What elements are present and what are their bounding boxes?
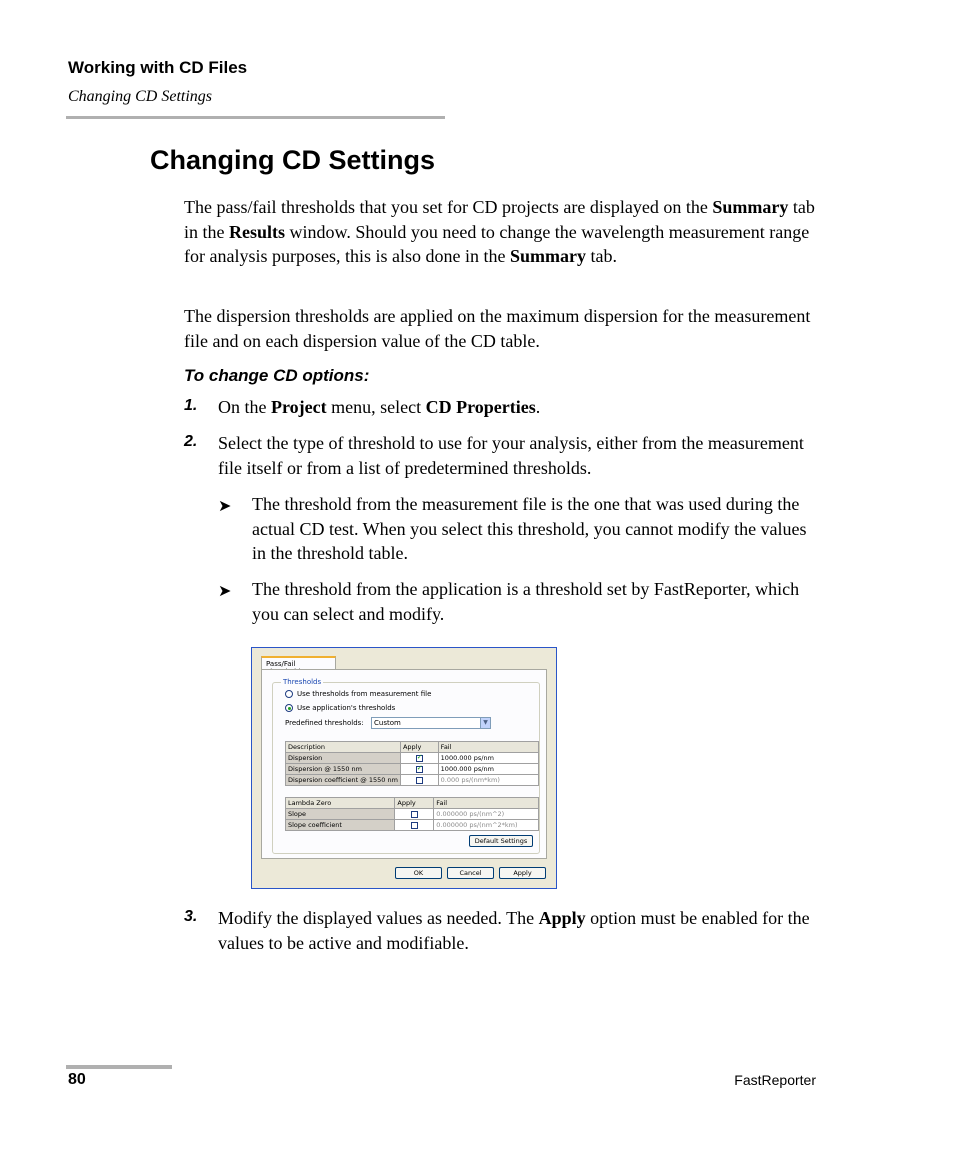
cancel-button[interactable]: Cancel <box>447 867 494 879</box>
step-1-number: 1. <box>184 397 198 414</box>
product-name: FastReporter <box>734 1072 816 1088</box>
column-header-apply: Apply <box>395 798 434 809</box>
column-header-fail: Fail <box>438 742 538 753</box>
row-description: Dispersion <box>286 753 401 764</box>
tab-pass-fail-thresholds[interactable]: Pass/Fail <box>261 656 336 670</box>
table-row <box>286 820 539 831</box>
predefined-thresholds-select[interactable] <box>371 717 491 729</box>
intro-paragraph-1: The pass/fail thresholds that you set for CD projects are displayed on the Summary tab in the Results window. Should you need to change the wavelength measurement range for analysis purposes, this is also done in the Summary tab. <box>184 197 815 267</box>
table-row <box>286 764 539 775</box>
predefined-thresholds-label: Predefined thresholds: <box>285 719 364 727</box>
chapter-title: Working with CD Files <box>68 58 248 77</box>
section-subtitle: Changing CD Settings <box>68 88 213 105</box>
apply-button[interactable]: Apply <box>499 867 546 879</box>
page-title: Changing CD Settings <box>150 145 435 175</box>
row-apply <box>395 809 434 820</box>
procedure-heading: To change CD options: <box>184 366 370 385</box>
table-header-row <box>286 798 539 809</box>
radio-measurement-thresholds[interactable] <box>285 690 431 698</box>
column-header-fail: Fail <box>434 798 539 809</box>
intro-paragraph-2: The dispersion thresholds are applied on the maximum dispersion for the measurement file and on each dispersion value of the CD table. <box>184 306 811 351</box>
row-apply <box>395 820 434 831</box>
table-row <box>286 775 539 786</box>
bullet-item-1: The threshold from the measurement file is the one that was used during the actual CD test. When you select this threshold, you cannot modify the values in the threshold table. <box>252 494 807 564</box>
thresholds-group <box>272 678 540 854</box>
table-header-row <box>286 742 539 753</box>
column-header-description: Description <box>286 742 401 753</box>
row-apply <box>400 753 438 764</box>
column-header-lambda-zero: Lambda Zero <box>286 798 395 809</box>
tab-panel <box>261 669 547 859</box>
default-settings-button[interactable]: Default Settings <box>469 835 533 847</box>
header-rule <box>66 116 445 119</box>
table-row <box>286 809 539 820</box>
row-description: Slope <box>286 809 395 820</box>
bullet-arrow-icon: ➤ <box>218 498 232 515</box>
row-apply <box>400 775 438 786</box>
radio-button-selected-icon[interactable] <box>285 704 293 712</box>
row-fail-value[interactable]: 1000.000 ps/nm <box>438 764 538 775</box>
row-fail-value: 0.000000 ps/(nm^2*km) <box>434 820 539 831</box>
table-row <box>286 753 539 764</box>
dispersion-threshold-table <box>285 741 539 786</box>
chevron-down-icon[interactable]: ▼ <box>480 718 490 728</box>
checkbox-icon[interactable] <box>411 822 418 829</box>
row-description: Dispersion coefficient @ 1550 nm <box>286 775 401 786</box>
row-fail-value[interactable]: 1000.000 ps/nm <box>438 753 538 764</box>
pass-fail-thresholds-dialog <box>251 647 557 889</box>
radio-button-icon[interactable] <box>285 690 293 698</box>
row-fail-value: 0.000 ps/(nm*km) <box>438 775 538 786</box>
row-fail-value: 0.000000 ps/(nm^2) <box>434 809 539 820</box>
radio-application-thresholds[interactable] <box>285 704 395 712</box>
column-header-apply: Apply <box>400 742 438 753</box>
ok-button[interactable]: OK <box>395 867 442 879</box>
row-description: Slope coefficient <box>286 820 395 831</box>
checkbox-checked-icon[interactable] <box>416 766 423 773</box>
row-apply <box>400 764 438 775</box>
footer-rule <box>66 1065 172 1069</box>
checkbox-checked-icon[interactable] <box>416 755 423 762</box>
step-3-number: 3. <box>184 908 198 925</box>
bullet-item-2: The threshold from the application is a threshold set by FastReporter, which you can select and modify. <box>252 579 800 624</box>
bullet-arrow-icon: ➤ <box>218 583 232 600</box>
step-1-text: On the Project menu, select CD Properties. <box>218 397 541 417</box>
lambda-zero-threshold-table <box>285 797 539 831</box>
checkbox-icon[interactable] <box>411 811 418 818</box>
step-2-text: Select the type of threshold to use for your analysis, either from the measurement file itself or from a list of predetermined thresholds. <box>218 433 804 478</box>
step-3-text: Modify the displayed values as needed. The Apply option must be enabled for the values to be active and modifiable. <box>218 908 810 953</box>
predefined-thresholds-value: Custom <box>374 719 401 727</box>
row-description: Dispersion @ 1550 nm <box>286 764 401 775</box>
checkbox-icon[interactable] <box>416 777 423 784</box>
thresholds-group-label: Thresholds <box>283 678 322 686</box>
radio-application-label: Use application's thresholds <box>297 704 396 712</box>
step-2-number: 2. <box>184 433 198 450</box>
page-number: 80 <box>68 1071 86 1088</box>
radio-measurement-label: Use thresholds from measurement file <box>297 690 432 698</box>
